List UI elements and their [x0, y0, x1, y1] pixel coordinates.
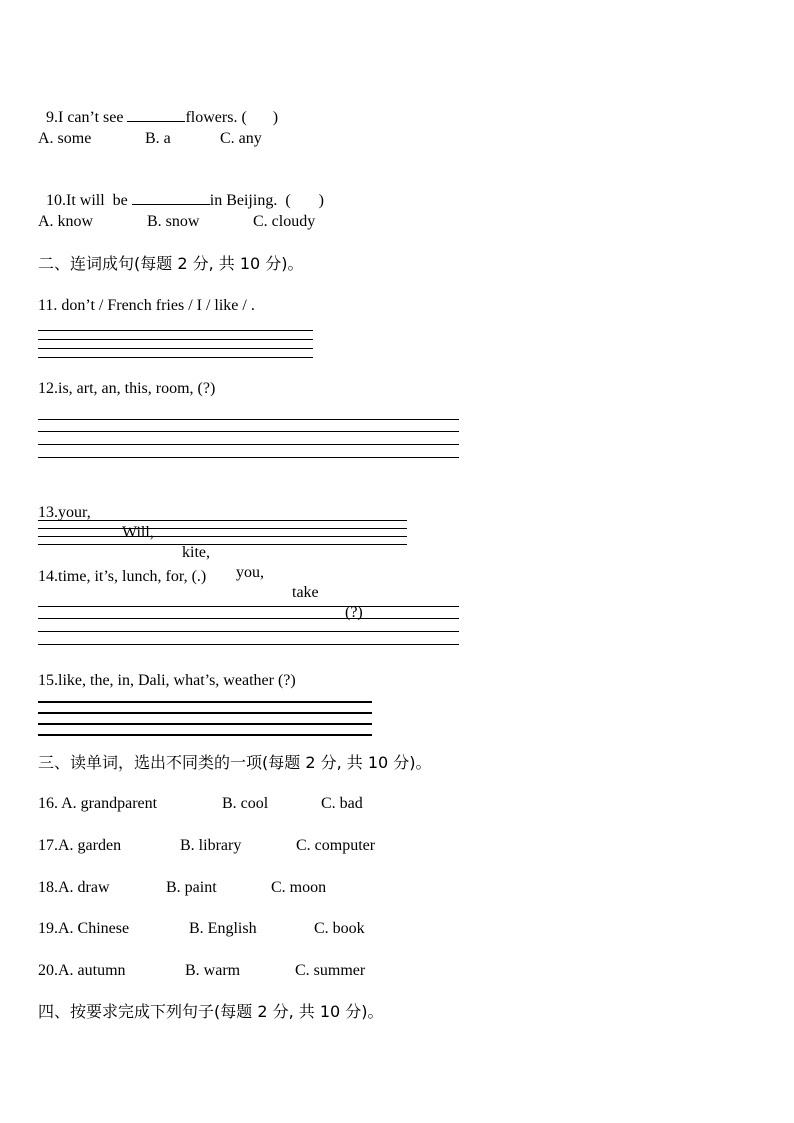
- question-9-blank[interactable]: [127, 107, 185, 122]
- question-10-prefix: 10.It will be: [46, 192, 132, 209]
- question-11: 11. don’t / French fries / I / like / .: [38, 297, 255, 314]
- question-16-option-a: 16. A. grandparent: [38, 795, 158, 812]
- question-13-word: (?): [345, 604, 363, 621]
- question-12: 12.is, art, an, this, room, (?): [38, 380, 216, 397]
- section-3-heading: 三、读单词，选出不同类的一项(每题 2 分, 共 10 分)。: [38, 753, 432, 772]
- question-10-blank[interactable]: [132, 190, 210, 205]
- question-17-option-c: C. computer: [296, 837, 376, 854]
- question-17-option-b: B. library: [180, 837, 242, 854]
- question-10-close: ): [318, 192, 324, 209]
- question-9-option-a: A. some: [38, 130, 92, 147]
- question-9-close: ): [272, 109, 279, 126]
- question-13-word: you,: [236, 564, 264, 581]
- question-18-option-c: C. moon: [271, 879, 327, 896]
- question-14: 14.time, it’s, lunch, for, (.): [38, 568, 207, 585]
- question-10-suffix: in Beijing. (: [209, 192, 291, 209]
- question-18-option-a: 18.A. draw: [38, 879, 110, 896]
- question-13-word: 13.your,: [38, 504, 91, 521]
- question-16-option-c: C. bad: [321, 795, 363, 812]
- section-4-heading: 四、按要求完成下列句子(每题 2 分, 共 10 分)。: [38, 1002, 384, 1021]
- question-9-option-b: B. a: [145, 130, 171, 147]
- question-9-prefix: 9.I can’t see: [46, 109, 128, 126]
- question-16-option-b: B. cool: [222, 795, 269, 812]
- question-20-option-a: 20.A. autumn: [38, 962, 126, 979]
- question-10-option-c: C. cloudy: [253, 213, 316, 230]
- question-10: [38, 170, 324, 211]
- question-20-option-b: B. warm: [185, 962, 241, 979]
- question-10-option-b: B. snow: [147, 213, 200, 230]
- question-13-word: kite,: [182, 544, 210, 561]
- section-2-heading: 二、连词成句(每题 2 分, 共 10 分)。: [38, 254, 304, 273]
- question-9-suffix: flowers. (: [185, 109, 247, 126]
- question-19-option-c: C. book: [314, 920, 365, 937]
- question-18-option-b: B. paint: [166, 879, 217, 896]
- question-17-option-a: 17.A. garden: [38, 837, 122, 854]
- question-13-word: Will,: [122, 524, 154, 541]
- question-19-option-a: 19.A. Chinese: [38, 920, 130, 937]
- question-13-word: take: [292, 584, 319, 601]
- question-9-option-c: C. any: [220, 130, 262, 147]
- question-19-option-b: B. English: [189, 920, 257, 937]
- question-10-option-a: A. know: [38, 213, 94, 230]
- question-9: [38, 87, 278, 128]
- question-15: 15.like, the, in, Dali, what’s, weather (?): [38, 672, 296, 689]
- question-20-option-c: C. summer: [295, 962, 366, 979]
